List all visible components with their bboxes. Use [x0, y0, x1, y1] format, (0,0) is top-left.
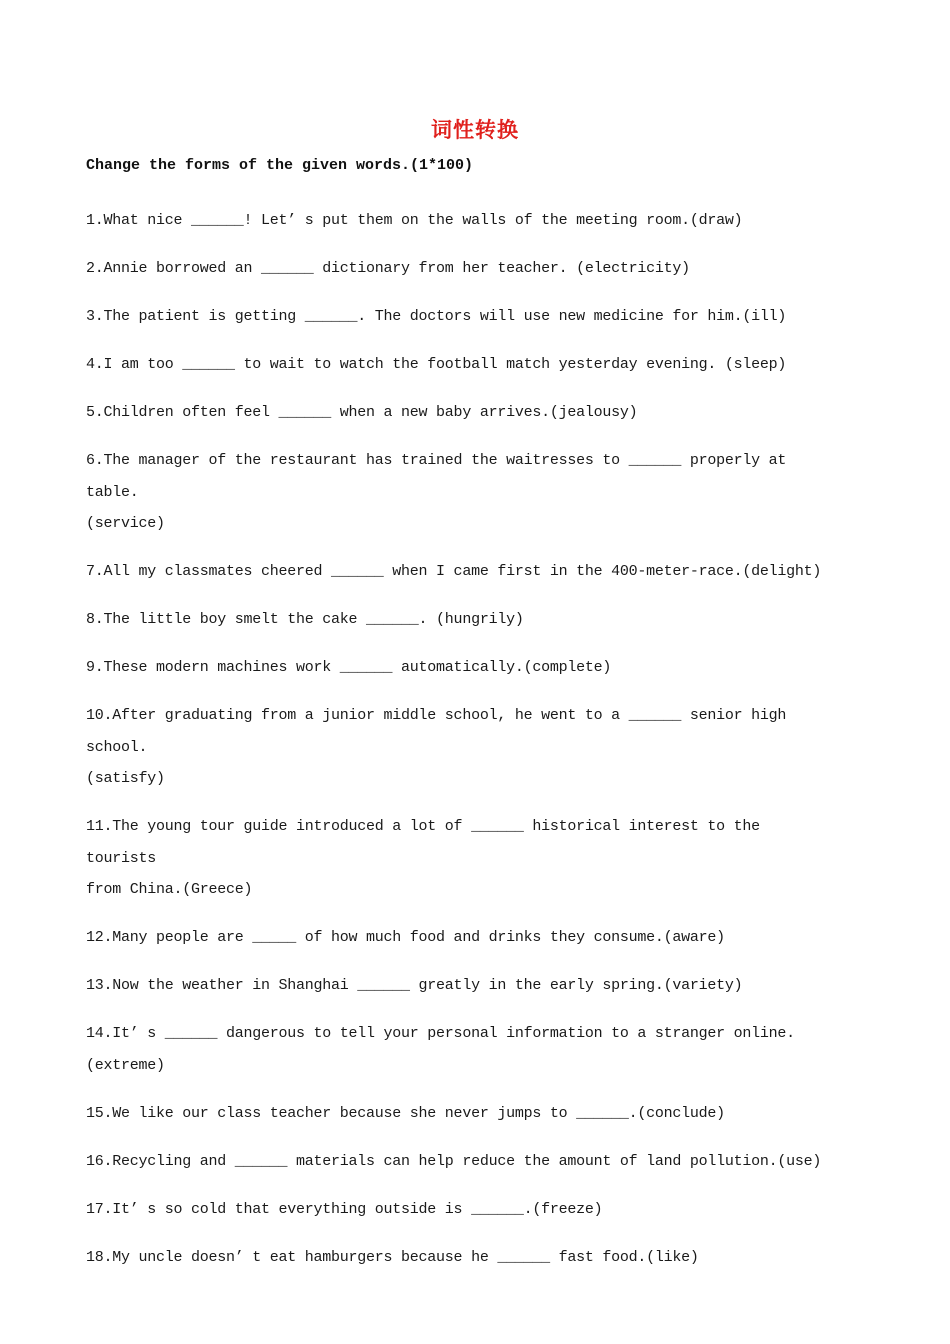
question-item: 16.Recycling and ______ materials can help reduce the amount of land pollution.(use)	[86, 1152, 822, 1170]
question-item: 14.It’ s ______ dangerous to tell your personal information to a stranger online. (extreme)	[86, 1025, 795, 1074]
question-list	[86, 205, 826, 1290]
question-item: 8.The little boy smelt the cake ______. (hungrily)	[86, 611, 524, 628]
question-item: 7.All my classmates cheered ______ when I came first in the 400-meter-race.(delight)	[86, 563, 822, 580]
question-item: 4.I am too ______ to wait to watch the football match yesterday evening. (sleep)	[86, 356, 787, 373]
page-title: 词性转换	[431, 118, 519, 142]
question-item: 10.After graduating from a junior middle school, he went to a ______ senior high school. (satisfy)	[86, 707, 787, 787]
question-item: 12.Many people are _____ of how much food and drinks they consume.(aware)	[86, 929, 725, 946]
instruction-text: Change the forms of the given words.(1*100)	[86, 157, 474, 174]
question-item: 15.We like our class teacher because she never jumps to ______.(conclude)	[86, 1104, 725, 1122]
question-item: 1.What nice ______! Let’ s put them on the walls of the meeting room.(draw)	[86, 212, 743, 229]
question-item: 18.My uncle doesn’ t eat hamburgers because he ______ fast food.(like)	[86, 1248, 699, 1266]
question-item: 9.These modern machines work ______ automatically.(complete)	[86, 659, 612, 676]
question-item: 3.The patient is getting ______. The doctors will use new medicine for him.(ill)	[86, 308, 787, 325]
question-item: 2.Annie borrowed an ______ dictionary from her teacher. (electricity)	[86, 260, 690, 277]
question-item: 6.The manager of the restaurant has trained the waitresses to ______ properly at table. (service)	[86, 452, 787, 532]
question-item: 11.The young tour guide introduced a lot of ______ historical interest to the tourists from China.(Greece)	[86, 818, 760, 898]
question-item: 17.It’ s so cold that everything outside is ______.(freeze)	[86, 1200, 603, 1218]
question-item: 13.Now the weather in Shanghai ______ greatly in the early spring.(variety)	[86, 977, 743, 994]
question-item: 5.Children often feel ______ when a new baby arrives.(jealousy)	[86, 404, 638, 421]
